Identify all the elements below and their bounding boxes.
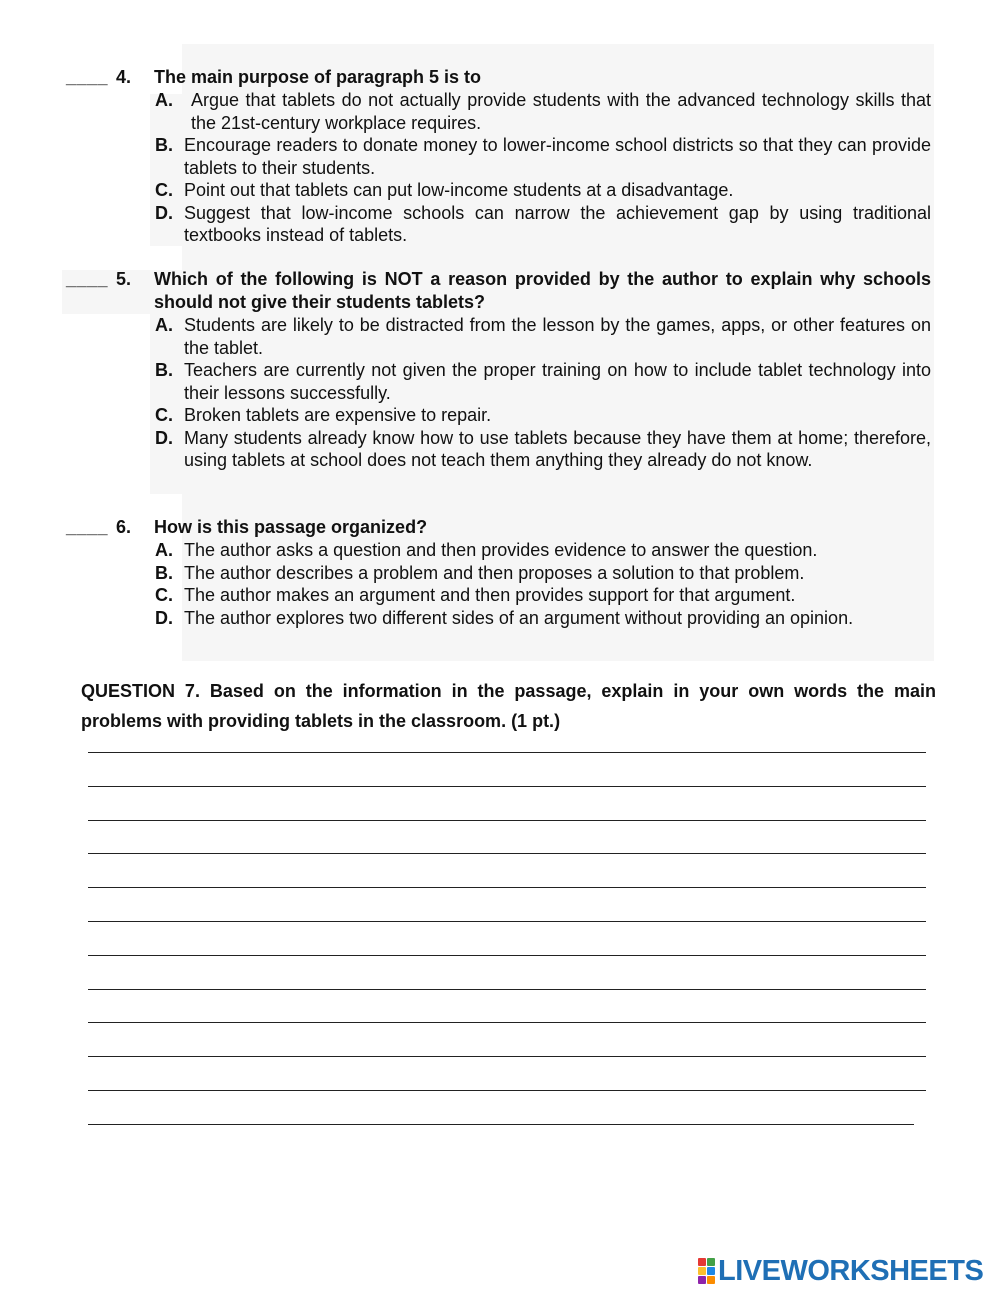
logo-mark-icon xyxy=(698,1258,715,1284)
option-text: The author makes an argument and then provides support for that argument. xyxy=(184,585,796,605)
answer-line[interactable] xyxy=(88,752,926,753)
option-a xyxy=(0,314,1000,359)
question-7-prompt: QUESTION 7. Based on the information in the passage, explain in your own words the main problems with providing tablets in the classroom. (1 pt.) xyxy=(81,681,936,731)
option-c xyxy=(0,404,1000,427)
question-number: 5. xyxy=(116,269,132,289)
option-d xyxy=(0,427,1000,472)
option-text: Encourage readers to donate money to lower-income school districts so that they can provide tablets to their students. xyxy=(184,135,931,178)
option-letter: B. xyxy=(155,135,173,155)
option-letter: D. xyxy=(155,607,173,628)
option-letter: C. xyxy=(155,180,173,200)
logo-tile xyxy=(698,1267,706,1275)
option-b xyxy=(0,562,1000,585)
answer-line[interactable] xyxy=(88,955,926,956)
question-text: The main purpose of paragraph 5 is to xyxy=(154,67,482,87)
liveworksheets-logo xyxy=(698,1255,983,1287)
option-text: Point out that tablets can put low-income students at a disadvantage. xyxy=(184,180,734,200)
answer-line[interactable] xyxy=(88,887,926,888)
answer-line[interactable] xyxy=(88,1124,914,1125)
answer-line[interactable] xyxy=(88,989,926,990)
question-6 xyxy=(0,516,1000,628)
option-letter: B. xyxy=(155,562,173,583)
option-text: Suggest that low-income schools can narrow the achievement gap by using traditional textbooks instead of tablets. xyxy=(184,202,931,245)
option-letter: D. xyxy=(155,427,173,448)
logo-tile xyxy=(698,1276,706,1284)
answer-line[interactable] xyxy=(88,820,926,821)
option-list xyxy=(0,314,1000,472)
answer-line[interactable] xyxy=(88,786,926,787)
question-text: Which of the following is NOT a reason provided by the author to explain why schools should not give their students tablets? xyxy=(154,269,931,312)
option-text: Students are likely to be distracted from the lesson by the games, apps, or other features on the tablet. xyxy=(184,315,931,358)
option-d xyxy=(0,607,1000,630)
answer-line[interactable] xyxy=(88,1022,926,1023)
option-text: The author describes a problem and then proposes a solution to that problem. xyxy=(184,562,805,583)
question-5 xyxy=(0,268,1000,470)
option-text: The author explores two different sides of an argument without providing an opinion. xyxy=(184,607,854,628)
option-text: Argue that tablets do not actually provide students with the advanced technology skills that the 21st-century workplace requires. xyxy=(191,90,931,133)
option-text: Broken tablets are expensive to repair. xyxy=(184,405,492,425)
option-letter: D. xyxy=(155,202,173,223)
answer-line[interactable] xyxy=(88,1090,926,1091)
answer-line[interactable] xyxy=(88,853,926,854)
option-a xyxy=(0,89,1000,134)
option-text: The author asks a question and then provides evidence to answer the question. xyxy=(184,540,818,560)
option-letter: B. xyxy=(155,360,173,380)
option-list xyxy=(0,539,1000,629)
logo-tile xyxy=(698,1258,706,1266)
answer-blank[interactable]: ____ xyxy=(66,517,109,537)
answer-blank[interactable]: ____ xyxy=(66,67,109,87)
option-letter: A. xyxy=(155,540,173,560)
option-b xyxy=(0,359,1000,404)
question-4 xyxy=(0,66,1000,245)
option-letter: A. xyxy=(155,90,173,110)
logo-tile xyxy=(707,1258,715,1266)
logo-tile xyxy=(707,1267,715,1275)
question-number: 4. xyxy=(116,67,132,87)
option-letter: A. xyxy=(155,315,173,335)
answer-blank[interactable]: ____ xyxy=(66,269,109,289)
answer-line[interactable] xyxy=(88,1056,926,1057)
option-c xyxy=(0,584,1000,607)
logo-text: LIVEWORKSHEETS xyxy=(718,1255,984,1287)
option-text: Many students already know how to use tablets because they have them at home; therefore, using tablets at school does not teach them anything they already do not know. xyxy=(184,427,931,470)
option-text: Teachers are currently not given the proper training on how to include tablet technology into their lessons successfully. xyxy=(184,360,931,403)
question-text: How is this passage organized? xyxy=(154,517,428,537)
option-b xyxy=(0,134,1000,179)
option-letter: C. xyxy=(155,405,173,425)
question-number: 6. xyxy=(116,517,132,537)
answer-line[interactable] xyxy=(88,921,926,922)
option-list xyxy=(0,89,1000,247)
option-c xyxy=(0,179,1000,202)
option-a xyxy=(0,539,1000,562)
option-d xyxy=(0,202,1000,247)
logo-tile xyxy=(707,1276,715,1284)
option-letter: C. xyxy=(155,585,173,605)
